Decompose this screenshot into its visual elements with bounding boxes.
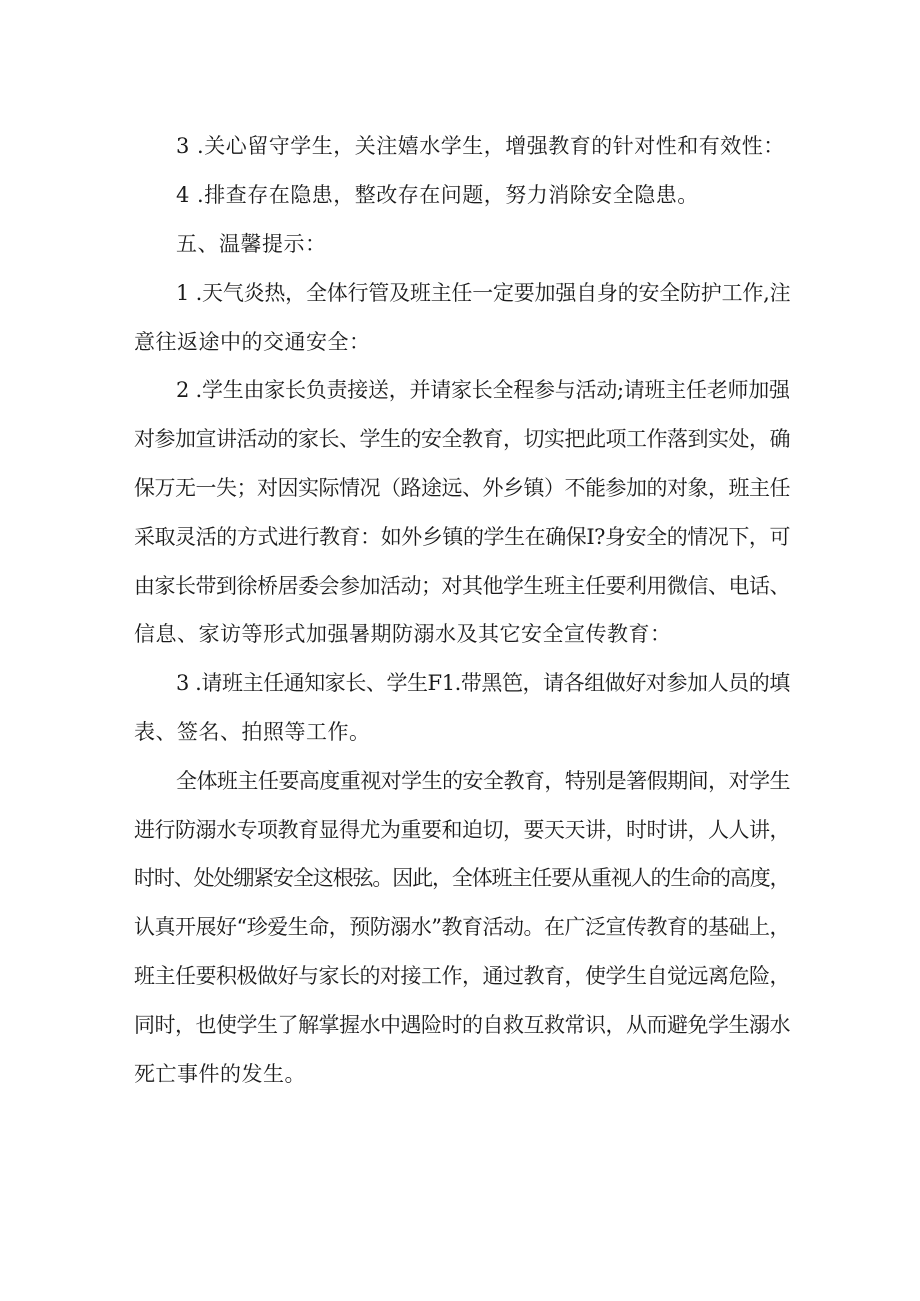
tip-2-line-3: 保万无一失；对因实际情况（路途远、外乡镇）不能参加的对象，班主任 <box>134 476 790 500</box>
closing-paragraph-line-3: 时时、处处绷紧安全这根弦。因此，全体班主任要从重视人的生命的高度， <box>134 866 790 890</box>
tip-2-line-4: 采取灵活的方式进行教育：如外乡镇的学生在确保I?身安全的情况下，可 <box>134 525 791 549</box>
closing-paragraph-line-5: 班主任要积极做好与家长的对接工作，通过教育，使学生自觉远离危险， <box>134 964 790 988</box>
tip-2-line-6: 信息、家访等形式加强暑期防溺水及其它安全宣传教育： <box>134 622 672 646</box>
tip-1-line-1: 1 .天气炎热，全体行管及班主任一定要加强自身的安全防护工作,注 <box>176 281 791 305</box>
closing-paragraph-line-2: 进行防溺水专项教育显得尤为重要和迫切，要天天讲，时时讲，人人讲， <box>134 818 790 842</box>
closing-paragraph-line-1: 全体班主任要高度重视对学生的安全教育，特别是箸假期间，对学生 <box>176 769 790 793</box>
closing-paragraph-line-7: 死亡事件的发生。 <box>134 1062 306 1086</box>
tip-2-line-2: 对参加宣讲活动的家长、学生的安全教育，切实把此项工作落到实处，确 <box>134 427 790 451</box>
tip-2-line-5: 由家长带到徐桥居委会参加活动；对其他学生班主任要利用微信、电话、 <box>134 574 790 598</box>
list-item-4-hazard-check: 4 .排查存在隐患，整改存在问题，努力消除安全隐患。 <box>176 183 699 207</box>
tip-1-line-2: 意往返途中的交通安全： <box>134 330 371 354</box>
section-heading-tips: 五、温馨提示： <box>176 232 327 256</box>
closing-paragraph-line-6: 同时，也使学生了解掌握水中遇险时的自救互救常识，从而避免学生溺水 <box>134 1013 790 1037</box>
tip-2-line-1: 2 .学生由家长负责接送，并请家长全程参与活动;请班主任老师加强 <box>176 378 790 402</box>
closing-paragraph-line-4: 认真开展好“珍爱生命，预防溺水”教育活动。在广泛宣传教育的基础上， <box>134 915 790 939</box>
tip-3-line-2: 表、签名、拍照等工作。 <box>134 720 371 744</box>
list-item-3-safety-care: 3 .关心留守学生，关注嬉水学生，增强教育的针对性和有效性： <box>176 134 785 158</box>
tip-3-line-1: 3 .请班主任通知家长、学生F1.带黑笆，请各组做好对参加人员的填 <box>176 671 790 695</box>
